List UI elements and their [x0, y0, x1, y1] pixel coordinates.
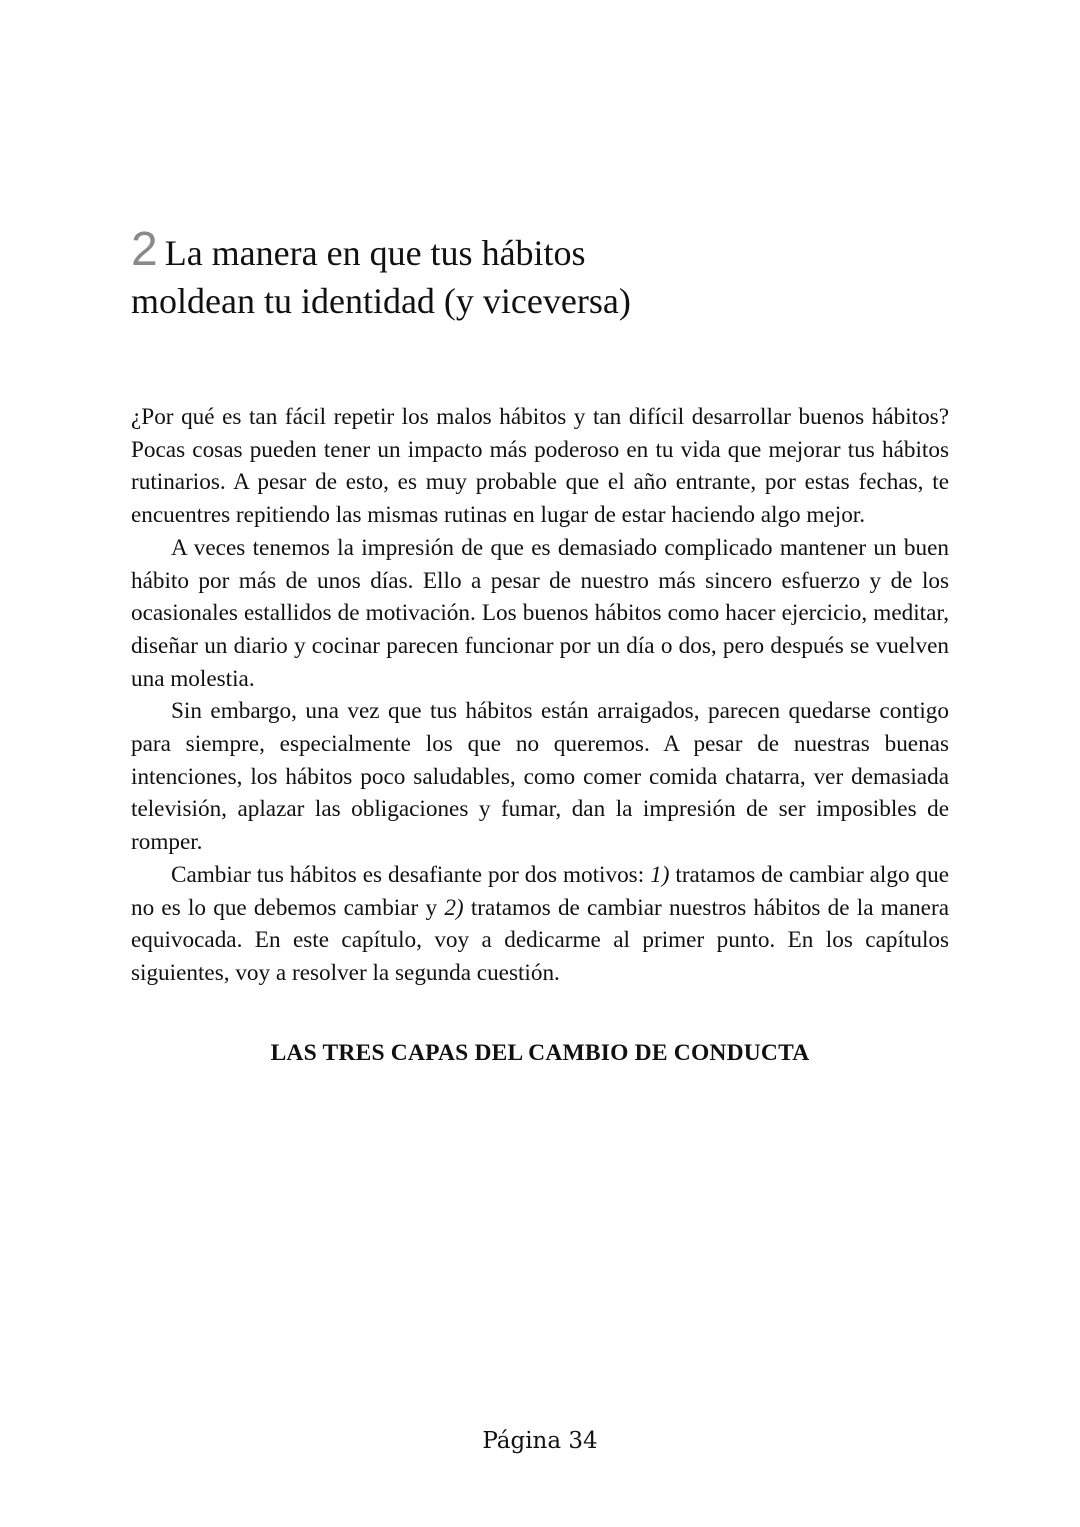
list-marker-1: 1)	[650, 861, 670, 888]
paragraph-4	[131, 859, 949, 990]
chapter-title	[131, 223, 831, 325]
chapter-title-line-2: moldean tu identidad (y viceversa)	[131, 281, 631, 321]
paragraph-4-part-3: tratamos de cambiar nuestros hábitos de la manera equivocada. En este capítulo, voy a dedicarme al primer punto. En los capítulos siguientes, voy a resolver la segunda cuestión.	[131, 894, 949, 986]
body-text	[131, 401, 949, 990]
paragraph-4-part-1: Cambiar tus hábitos es desafiante por dos motivos:	[171, 861, 651, 888]
paragraph-4-part-2: tratamos de cambiar algo que no es lo que debemos cambiar y	[131, 861, 949, 921]
chapter-number: 2	[131, 223, 157, 276]
paragraph-3: Sin embargo, una vez que tus hábitos están arraigados, parecen quedarse contigo para siempre, especialmente los que no queremos. A pesar de nuestras buenas intenciones, los hábitos poco saludables, como comer comida chatarra, ver demasiada televisión, aplazar las obligaciones y fumar, dan la impresión de ser imposibles de romper.	[131, 698, 949, 856]
paragraph-2: A veces tenemos la impresión de que es demasiado complicado mantener un buen hábito por más de unos días. Ello a pesar de nuestro más sincero esfuerzo y de los ocasionales estallidos de motivación. Los buenos hábitos como hacer ejercicio, meditar, diseñar un diario y cocinar parecen funcionar por un día o dos, pero después se vuelven una molestia.	[131, 534, 949, 692]
paragraph-1: ¿Por qué es tan fácil repetir los malos hábitos y tan difícil desarrollar buenos hábitos? Pocas cosas pueden tener un impacto más poderoso en tu vida que mejorar tus hábitos rutinarios. A pesar de esto, es muy probable que el año entrante, por estas fechas, te encuentres repitiendo las mismas rutinas en lugar de estar haciendo algo mejor.	[131, 404, 949, 529]
chapter-title-line-1: La manera en que tus hábitos	[164, 233, 586, 273]
list-marker-2: 2)	[444, 894, 464, 921]
page-number: Página 34	[482, 1428, 598, 1454]
section-heading: LAS TRES CAPAS DEL CAMBIO DE CONDUCTA	[270, 1040, 810, 1066]
